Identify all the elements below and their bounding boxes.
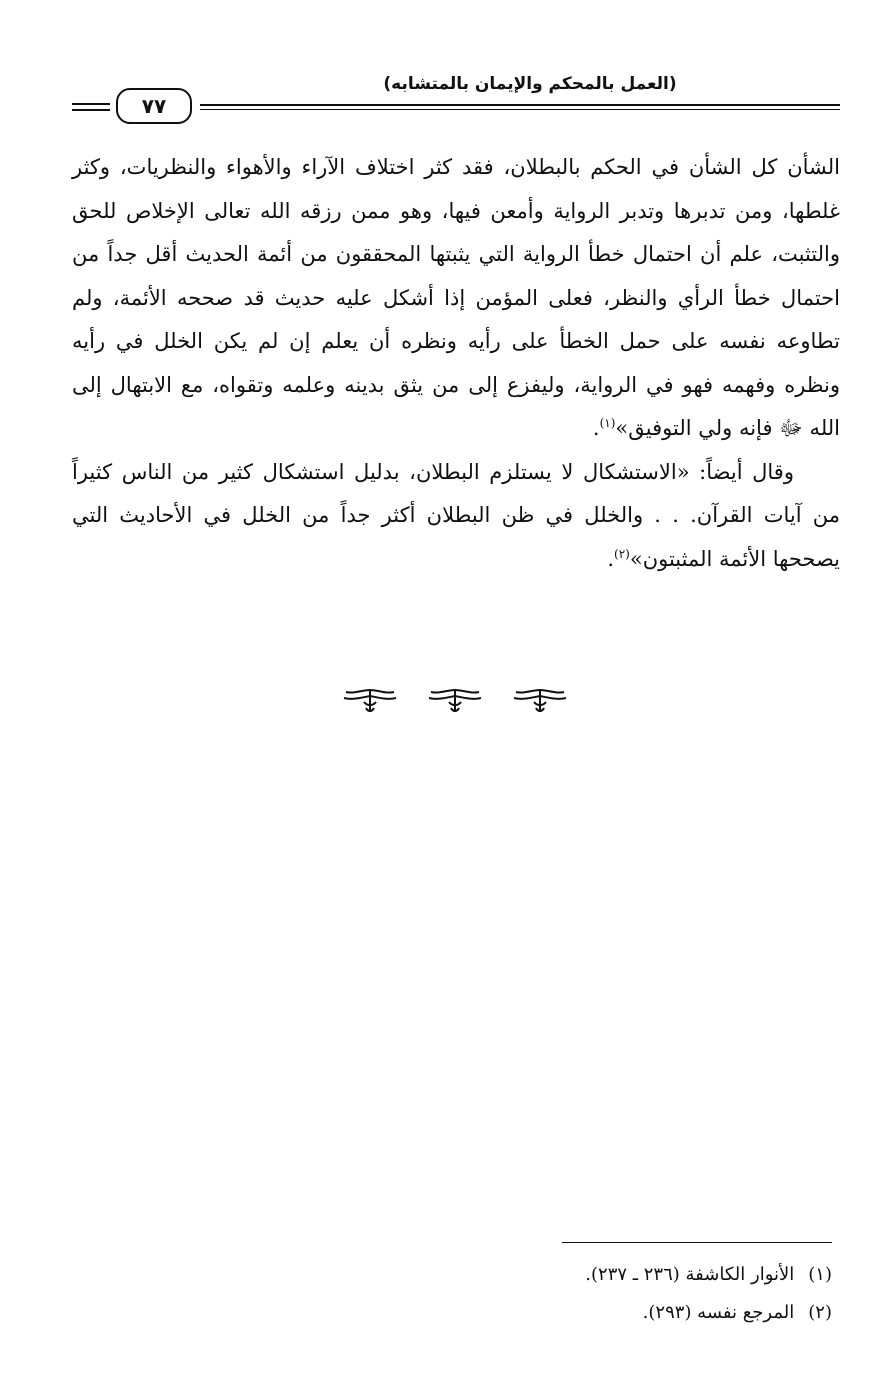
floral-ornament-icon [510, 686, 570, 716]
header-rule-thin [200, 109, 840, 110]
footnote-ref-2[interactable]: (٢) [614, 546, 630, 561]
running-title: (العمل بالمحكم والإيمان بالمتشابه) [383, 74, 677, 94]
footnote-text: المرجع نفسه (٢٩٣). [642, 1302, 795, 1323]
floral-ornament-icon [340, 686, 400, 716]
paragraph-1-text: الشأن كل الشأن في الحكم بالبطلان، فقد كثر اختلاف الآراء والأهواء والنظريات، وكثر غلطها، ومن تدبرها وتدبر الرواية وأمعن فيها، وهو ممن رزقه الله تعالى الإخلاص للحق والتثبت، علم أن احتمال خطأ الرواية التي يثبتها المحققون من أئمة الحديث أقل جداً من احتمال خطأ الرأي والنظر، فعلى المؤمن إذا أشكل عليه حديث قد صححه الأئمة، ولم تطاوعه نفسه على حمل الخطأ على رأيه ونظره أن يعلم إن لم يكن الخلل في رأيه ونظره وفهمه فهو في الرواية، وليفزع إلى من يثق بدينه وعلمه وتقواه، مع الابتهال إلى الله ﷻ فإنه ولي التوفيق» [72, 155, 840, 440]
page-number: ٧٧ [116, 88, 192, 124]
footnote-text: الأنوار الكاشفة (٢٣٦ ـ ٢٣٧). [585, 1264, 795, 1285]
floral-ornament-icon [425, 686, 485, 716]
header-rule-thick [200, 104, 840, 106]
main-text [72, 146, 840, 581]
paragraph-2 [72, 451, 840, 582]
section-end-ornament [340, 684, 570, 718]
header-rule-left-top [72, 103, 110, 105]
paragraph-1-end: . [592, 416, 600, 440]
footnotes [400, 1256, 832, 1332]
footnote-2 [400, 1294, 832, 1332]
footnote-1 [400, 1256, 832, 1294]
paragraph-2-end: . [607, 546, 615, 571]
paragraph-2-text: وقال أيضاً: «الاستشكال لا يستلزم البطلان، بدليل استشكال كثير من الناس كثيراً من آيات القرآن. . . والخلل في ظن البطلان أكثر جداً من الخلل في الأحاديث التي يصححها الأئمة المثبتون» [72, 459, 840, 571]
header-rule-left-bottom [72, 109, 110, 111]
footnote-number: (١) [808, 1264, 832, 1285]
footnote-ref-1[interactable]: (١) [599, 416, 616, 430]
paragraph-1 [72, 146, 840, 451]
footnote-separator [562, 1242, 832, 1243]
page-header [72, 60, 840, 130]
footnote-number: (٢) [808, 1302, 832, 1323]
